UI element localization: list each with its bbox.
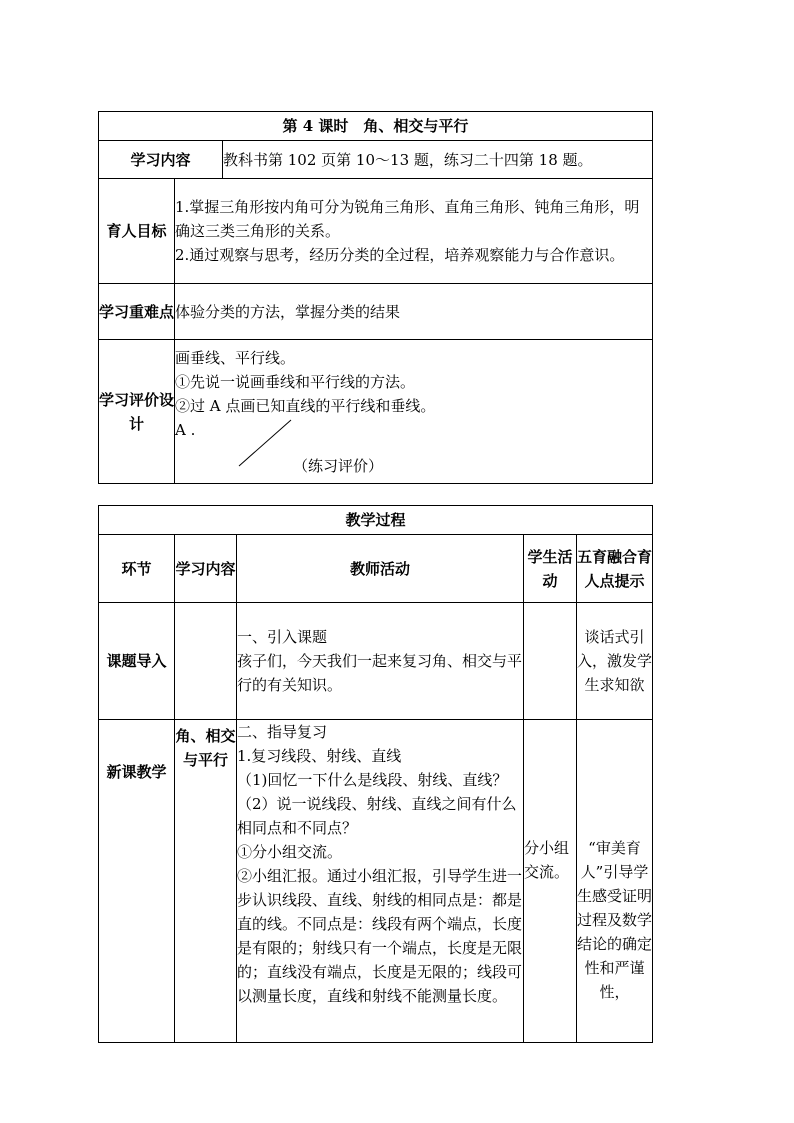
eval-content	[175, 340, 653, 484]
eval-line-1: 画垂线、平行线。	[175, 348, 296, 367]
stage2-teacher-line-2: 1.复习线段、射线、直线	[237, 747, 402, 765]
header-stage: 环节	[99, 535, 175, 603]
stage1-study	[175, 603, 237, 720]
stage2-teacher-line-5: ①分小组交流。	[237, 843, 343, 861]
stage1-student	[524, 603, 577, 720]
eval-line-3: ②过 A 点画已知直线的平行线和垂线。	[175, 396, 436, 415]
stage1-teacher	[237, 603, 524, 720]
goal-line-2: 2.通过观察与思考，经历分类的全过程，培养观察能力与合作意识。	[175, 246, 625, 264]
stage2-study: 角、相交与平行	[175, 720, 237, 1043]
stage2-student: 分小组交流。	[524, 720, 577, 1043]
stage1-teacher-line-2: 孩子们，今天我们一起来复习角、相交与平行的有关知识。	[237, 652, 523, 694]
goal-line-1: 1.掌握三角形按内角可分为锐角三角形、直角三角形、钝角三角形，明确这三类三角形的关系。	[175, 198, 640, 240]
content-label: 学习内容	[99, 141, 223, 179]
lesson-title: 第 4 课时 角、相交与平行	[99, 112, 653, 141]
stage1-teacher-line-1: 一、引入课题	[237, 628, 328, 646]
stage1-tips: 谈话式引入，激发学生求知欲	[577, 603, 653, 720]
content-text: 教科书第 102 页第 10～13 题，练习二十四第 18 题。	[223, 141, 653, 179]
header-teacher: 教师活动	[237, 535, 524, 603]
stage2-teacher	[237, 720, 524, 1043]
point-a-label: A .	[175, 420, 196, 439]
lesson-info-table	[98, 111, 653, 484]
header-tips: 五育融合育人点提示	[577, 535, 653, 603]
eval-sketch	[175, 418, 652, 478]
key-text: 体验分类的方法，掌握分类的结果	[175, 284, 653, 340]
key-label: 学习重难点	[99, 284, 175, 340]
header-student: 学生活动	[524, 535, 577, 603]
goals-text	[175, 179, 653, 284]
stage2-teacher-line-3: （1)回忆一下什么是线段、射线、直线？	[237, 771, 508, 789]
stage1-name: 课题导入	[99, 603, 175, 720]
stage2-teacher-line-6: ②小组汇报。通过小组汇报，引导学生进一步认识线段、直线、射线的相同点是：都是直的线。不同点是：线段有两个端点，长度是有限的；射线只有一个端点，长度是无限的；直线没有端点，长度是无限的；线段可以测量长度，直线和射线不能测量长度。	[237, 867, 523, 1005]
eval-caption: （练习评价）	[293, 456, 384, 475]
goals-label: 育人目标	[99, 179, 175, 284]
given-line	[235, 418, 295, 470]
stage2-tips: “审美育人”引导学生感受证明过程及数学结论的确定性和严谨性，	[577, 720, 653, 1043]
stage2-teacher-line-1: 二、指导复习	[237, 723, 328, 741]
stage2-name: 新课教学	[99, 720, 175, 1043]
process-title: 教学过程	[99, 506, 653, 535]
eval-line-2: ①先说一说画垂线和平行线的方法。	[175, 372, 416, 391]
header-study: 学习内容	[175, 535, 237, 603]
process-table	[98, 505, 653, 1043]
stage2-teacher-line-4: （2）说一说线段、射线、直线之间有什么相同点和不同点？	[237, 795, 517, 837]
eval-label: 学习评价设计	[99, 340, 175, 484]
